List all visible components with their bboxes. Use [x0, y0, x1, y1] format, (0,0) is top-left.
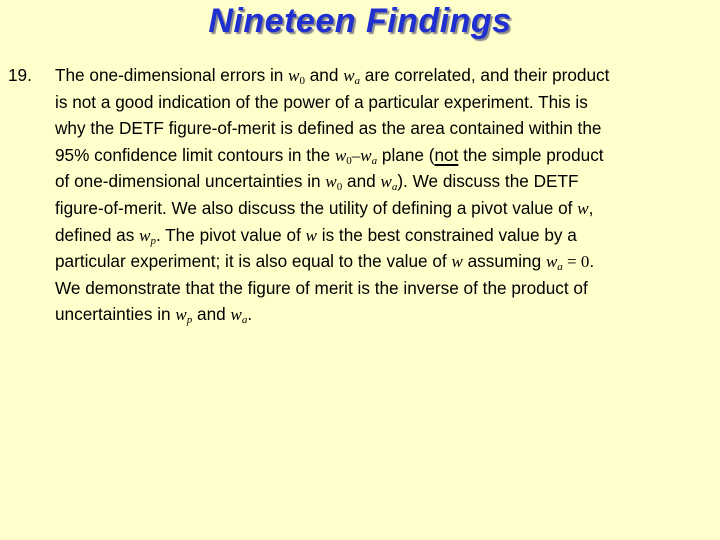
item-number: 19. — [8, 65, 32, 85]
text-segment: and — [192, 304, 231, 325]
math-w0: $w_0$ — [288, 66, 305, 87]
emphasis-not: not — [434, 144, 459, 165]
math-wa-eq-0: $w_a = 0$ — [545, 252, 590, 274]
body-line-2: is not a good indication of the power of a particular experiment. This is — [55, 91, 588, 112]
text-segment: is the best constrained value by a — [316, 224, 577, 245]
body-line-7 — [55, 222, 708, 249]
finding-item — [8, 62, 708, 328]
body-line-4 — [55, 142, 708, 169]
text-segment: . — [247, 304, 253, 325]
text-segment: of one-dimensional uncertainties in — [55, 171, 326, 192]
text-segment: figure-of-merit. We also discuss the utility of defining a pivot value of — [55, 197, 578, 218]
text-segment: and — [342, 171, 381, 192]
text-segment: The one-dimensional errors in — [55, 65, 289, 85]
body-line-9: We demonstrate that the figure of merit is the inverse of the product of — [55, 277, 588, 298]
math-w: w — [577, 198, 589, 218]
text-segment: are correlated, and their product — [360, 65, 610, 85]
body-line-10 — [55, 301, 708, 328]
math-wa: $w_a$ — [343, 66, 361, 87]
body-line-6 — [55, 195, 708, 222]
text-segment: defined as — [55, 224, 140, 245]
math-wp: $w_p$ — [175, 305, 193, 327]
body-line-5 — [55, 168, 708, 195]
text-segment: ). We discuss the DETF — [397, 171, 579, 192]
text-segment: . — [589, 251, 595, 272]
text-segment: uncertainties in — [55, 304, 176, 325]
slide-title: Nineteen Findings — [208, 2, 512, 40]
math-wp: $w_p$ — [139, 225, 156, 247]
text-segment: , — [588, 197, 594, 218]
text-segment: the simple product — [458, 144, 604, 165]
text-segment: plane ( — [377, 144, 435, 165]
body-line-3: why the DETF figure-of-merit is defined as the area contained within the — [55, 118, 602, 139]
text-segment: assuming — [462, 251, 546, 272]
text-segment: . The pivot value of — [155, 224, 306, 245]
text-segment: particular experiment; it is also equal to the value of — [55, 251, 452, 272]
math-w0-wa-plane: $w_0-w_a$ — [334, 145, 378, 167]
item-body — [55, 62, 708, 328]
math-w: w — [305, 225, 317, 245]
body-line-8 — [55, 248, 708, 275]
math-w0: $w_0$ — [325, 172, 343, 194]
text-segment: 95% confidence limit contours in the — [55, 144, 335, 165]
math-wa: $w_a$ — [230, 305, 248, 327]
text-segment: and — [304, 65, 344, 85]
math-wa: $w_a$ — [380, 172, 398, 194]
body-line-1 — [55, 62, 708, 89]
math-w: w — [451, 252, 463, 272]
